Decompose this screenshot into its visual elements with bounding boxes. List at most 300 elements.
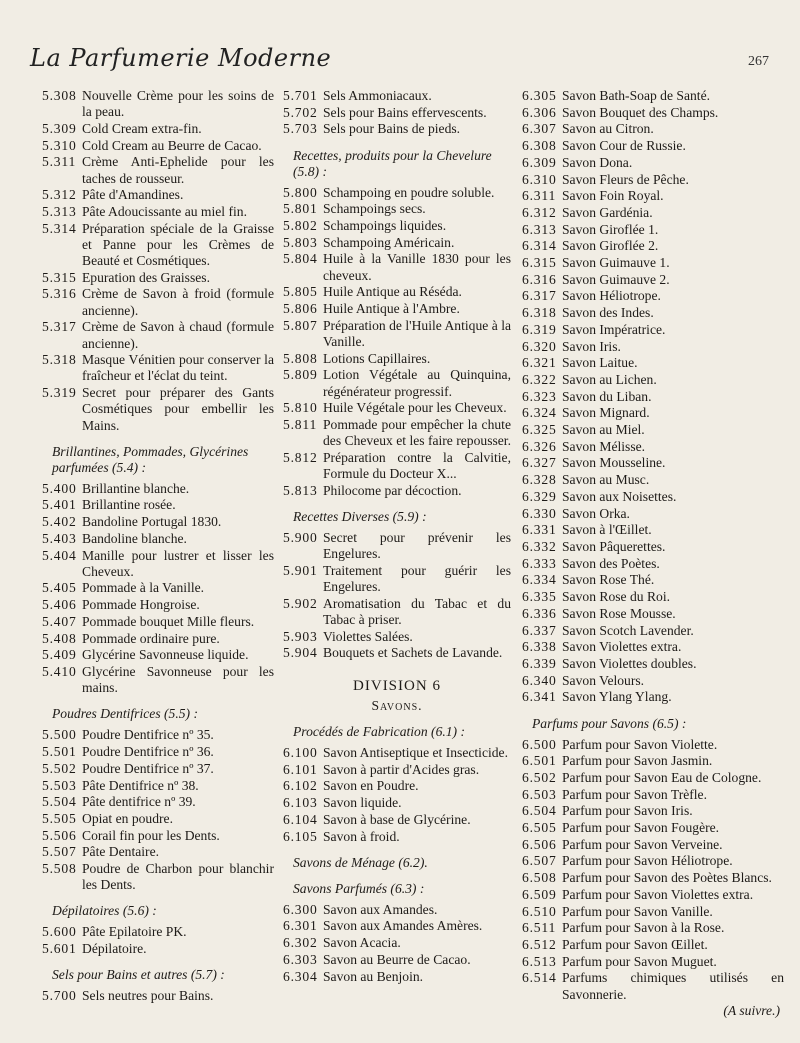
entry-number: 6.503 xyxy=(522,786,557,802)
entry-number: 5.505 xyxy=(42,810,77,826)
entry-text: Savon Dona. xyxy=(562,154,633,170)
entry-text: Schampoing Américain. xyxy=(323,234,455,250)
catalog-entry xyxy=(522,188,784,204)
entry-text: Pommade ordinaire pure. xyxy=(82,630,220,646)
entry-number: 5.406 xyxy=(42,597,77,613)
section-heading: Brillantines, Pommades, Glycérines parfumées (5.4) : xyxy=(52,443,249,475)
entry-number: 5.900 xyxy=(283,529,318,545)
catalog-entry xyxy=(283,745,511,761)
entry-number: 6.331 xyxy=(522,522,557,538)
entry-number: 6.103 xyxy=(283,795,318,811)
entry-text: Parfum pour Savon Œillet. xyxy=(562,936,708,952)
catalog-entry xyxy=(42,548,274,580)
catalog-entry xyxy=(42,744,274,760)
catalog-entry xyxy=(522,305,784,321)
entry-number: 6.326 xyxy=(522,438,557,454)
catalog-entry xyxy=(283,318,511,350)
entry-number: 6.317 xyxy=(522,288,557,304)
entry-text: Lotions Capillaires. xyxy=(323,350,431,366)
catalog-entry xyxy=(42,154,274,186)
entry-text: Brillantine rosée. xyxy=(82,497,176,513)
catalog-entry xyxy=(283,483,511,499)
catalog-entry xyxy=(283,629,511,645)
entry-number: 6.341 xyxy=(522,689,557,705)
entry-list xyxy=(42,988,274,1004)
entry-text: Parfum pour Savon Héliotrope. xyxy=(562,853,733,869)
entry-number: 6.337 xyxy=(522,622,557,638)
entry-text: Savon Rose Mousse. xyxy=(562,605,676,621)
entry-number: 6.511 xyxy=(522,920,557,936)
entry-number: 6.319 xyxy=(522,321,557,337)
entry-number: 5.403 xyxy=(42,530,77,546)
entry-text: Savon Bouquet des Champs. xyxy=(562,104,719,120)
entry-number: 6.510 xyxy=(522,903,557,919)
section-heading: Savons de Ménage (6.2). xyxy=(293,854,428,870)
entry-number: 6.104 xyxy=(283,811,318,827)
entry-text: Savon Foin Royal. xyxy=(562,188,664,204)
entry-text: Parfum pour Savon Eau de Cologne. xyxy=(562,769,762,785)
entry-text: Glycérine Savonneuse pour les mains. xyxy=(82,664,274,696)
entry-number: 5.402 xyxy=(42,514,77,530)
catalog-entry xyxy=(522,489,784,505)
to-be-continued: (A suivre.) xyxy=(723,1003,780,1019)
catalog-entry xyxy=(522,556,784,572)
entry-text: Huile Antique à l'Ambre. xyxy=(323,301,460,317)
catalog-entry xyxy=(283,812,511,828)
entry-number: 5.506 xyxy=(42,827,77,843)
entry-text: Poudre Dentifrice nº 35. xyxy=(82,727,214,743)
catalog-entry xyxy=(522,787,784,803)
entry-number: 6.330 xyxy=(522,505,557,521)
division-heading: DIVISION 6 xyxy=(353,677,441,694)
entry-number: 5.311 xyxy=(42,154,77,170)
entry-number: 5.404 xyxy=(42,547,77,563)
catalog-entry xyxy=(522,205,784,221)
entry-number: 6.332 xyxy=(522,538,557,554)
entry-number: 5.410 xyxy=(42,664,77,679)
section-heading: Dépilatoires (5.6) : xyxy=(52,903,157,919)
catalog-entry xyxy=(522,970,784,1002)
catalog-entry xyxy=(522,639,784,655)
entry-text: Huile à la Vanille 1830 pour les cheveux. xyxy=(323,251,511,283)
entry-text: Préparation de l'Huile Antique à la Vanille. xyxy=(323,317,511,349)
entry-text: Violettes Salées. xyxy=(323,628,413,644)
entry-text: Sels pour Bains effervescents. xyxy=(323,104,487,120)
catalog-entry xyxy=(42,187,274,203)
catalog-entry xyxy=(522,238,784,254)
entry-text: Dépilatoire. xyxy=(82,941,147,957)
entry-text: Crème de Savon à froid (formule ancienne). xyxy=(82,286,274,318)
entry-text: Savon aux Amandes Amères. xyxy=(323,918,483,934)
catalog-entry xyxy=(522,920,784,936)
entry-text: Pâte Dentaire. xyxy=(82,844,159,860)
entry-number: 6.327 xyxy=(522,455,557,471)
entry-number: 5.313 xyxy=(42,203,77,219)
catalog-entry xyxy=(42,828,274,844)
catalog-entry xyxy=(522,121,784,137)
entry-text: Parfums chimiques utilisés en Savonnerie. xyxy=(562,970,784,1002)
catalog-entry xyxy=(42,844,274,860)
entry-number: 6.324 xyxy=(522,405,557,421)
column-1 xyxy=(42,88,274,1005)
entry-number: 6.321 xyxy=(522,355,557,371)
entry-text: Pâte Adoucissante au miel fin. xyxy=(82,203,247,219)
entry-text: Parfum pour Savon Violettes extra. xyxy=(562,886,754,902)
catalog-entry xyxy=(42,270,274,286)
catalog-entry xyxy=(522,439,784,455)
catalog-entry xyxy=(283,121,511,137)
entry-list xyxy=(283,902,511,985)
catalog-entry xyxy=(283,829,511,845)
entry-number: 6.338 xyxy=(522,639,557,655)
entry-text: Savon Velours. xyxy=(562,672,645,688)
entry-number: 5.504 xyxy=(42,794,77,810)
entry-number: 6.339 xyxy=(522,655,557,671)
entry-number: 5.901 xyxy=(283,562,318,578)
entry-text: Parfum pour Savon Muguet. xyxy=(562,953,717,969)
entry-number: 6.323 xyxy=(522,388,557,404)
section-heading: Savons Parfumés (6.3) : xyxy=(293,880,425,896)
entry-number: 5.811 xyxy=(283,416,318,432)
entry-text: Schampoings liquides. xyxy=(323,218,447,234)
entry-number: 5.805 xyxy=(283,284,318,300)
entry-text: Savon Cour de Russie. xyxy=(562,138,686,154)
entry-number: 5.508 xyxy=(42,861,77,877)
entry-text: Pommade pour empêcher la chute des Cheveux et les faire repousser. xyxy=(323,416,511,449)
entry-list xyxy=(42,727,274,893)
entry-number: 6.500 xyxy=(522,736,557,752)
entry-number: 6.336 xyxy=(522,605,557,621)
entry-number: 5.407 xyxy=(42,613,77,629)
entry-number: 5.408 xyxy=(42,630,77,646)
entry-number: 5.702 xyxy=(283,104,318,120)
entry-text: Savon Pâquerettes. xyxy=(562,538,666,554)
entry-number: 6.328 xyxy=(522,472,557,488)
entry-text: Savon à froid. xyxy=(323,828,400,844)
entry-number: 5.700 xyxy=(42,988,77,1004)
entry-text: Schampoings secs. xyxy=(323,201,426,217)
entry-number: 5.315 xyxy=(42,269,77,285)
catalog-entry xyxy=(42,861,274,893)
section-heading: Sels pour Bains et autres (5.7) : xyxy=(52,967,225,983)
section-heading: Recettes Diverses (5.9) : xyxy=(293,508,427,524)
catalog-entry xyxy=(522,606,784,622)
entry-text: Cold Cream extra-fin. xyxy=(82,120,202,136)
catalog-entry xyxy=(42,204,274,220)
entry-number: 5.807 xyxy=(283,317,318,333)
entry-text: Savon Fleurs de Pêche. xyxy=(562,171,689,187)
entry-number: 5.314 xyxy=(42,220,77,236)
entry-number: 6.312 xyxy=(522,204,557,220)
catalog-entry xyxy=(522,405,784,421)
catalog-entry xyxy=(283,969,511,985)
entry-number: 6.508 xyxy=(522,870,557,886)
entry-text: Savon Antiseptique et Insecticide. xyxy=(323,745,508,760)
entry-text: Pâte Epilatoire PK. xyxy=(82,924,187,940)
entry-number: 5.503 xyxy=(42,777,77,793)
entry-number: 5.802 xyxy=(283,218,318,234)
entry-number: 5.319 xyxy=(42,385,77,401)
catalog-entry xyxy=(522,105,784,121)
entry-text: Savon Bath-Soap de Santé. xyxy=(562,88,710,103)
entry-text: Masque Vénitien pour conserver la fraîcheur et l'éclat du teint. xyxy=(82,352,274,384)
entry-number: 6.311 xyxy=(522,188,557,204)
entry-list xyxy=(283,530,511,662)
entry-number: 5.601 xyxy=(42,941,77,957)
entry-text: Parfum pour Savon Verveine. xyxy=(562,836,723,852)
entry-text: Savon en Poudre. xyxy=(323,778,419,794)
entry-text: Lotion Végétale au Quinquina, régénérateur progressif. xyxy=(323,367,511,399)
catalog-entry xyxy=(42,941,274,957)
entry-text: Opiat en poudre. xyxy=(82,810,173,826)
entry-number: 5.316 xyxy=(42,286,77,302)
entry-number: 6.310 xyxy=(522,171,557,187)
entry-text: Savon Violettes doubles. xyxy=(562,655,697,671)
catalog-entry xyxy=(42,531,274,547)
page-header-title: La Parfumerie Moderne xyxy=(30,44,332,72)
entry-text: Traitement pour guérir les Engelures. xyxy=(323,562,511,595)
entry-text: Poudre Dentifrice nº 37. xyxy=(82,760,214,776)
entry-text: Bandoline Portugal 1830. xyxy=(82,514,222,530)
catalog-entry xyxy=(283,201,511,217)
entry-text: Secret pour prévenir les Engelures. xyxy=(323,529,511,562)
entry-number: 5.310 xyxy=(42,137,77,153)
entry-number: 6.507 xyxy=(522,853,557,869)
catalog-entry xyxy=(283,563,511,595)
catalog-entry xyxy=(42,138,274,154)
entry-number: 6.102 xyxy=(283,778,318,794)
catalog-entry xyxy=(42,761,274,777)
entry-text: Huile Végétale pour les Cheveux. xyxy=(323,400,507,416)
division-subheading: Savons. xyxy=(371,697,423,713)
catalog-entry xyxy=(42,385,274,434)
entry-number: 6.335 xyxy=(522,589,557,605)
entry-number: 5.800 xyxy=(283,184,318,200)
entry-text: Savon Violettes extra. xyxy=(562,639,682,655)
entry-number: 6.325 xyxy=(522,422,557,438)
entry-number: 5.401 xyxy=(42,497,77,513)
entry-number: 6.100 xyxy=(283,745,318,760)
entry-text: Parfum pour Savon Jasmin. xyxy=(562,753,713,769)
catalog-entry xyxy=(522,539,784,555)
entry-text: Savon Ylang Ylang. xyxy=(562,689,672,705)
entry-number: 6.320 xyxy=(522,338,557,354)
entry-text: Savon Scotch Lavender. xyxy=(562,622,694,638)
entry-number: 5.701 xyxy=(283,88,318,103)
catalog-entry xyxy=(283,902,511,918)
catalog-entry xyxy=(42,286,274,318)
catalog-entry xyxy=(42,88,274,120)
entry-number: 6.513 xyxy=(522,953,557,969)
entry-number: 6.304 xyxy=(283,968,318,984)
entry-number: 6.512 xyxy=(522,936,557,952)
entry-text: Savon des Poètes. xyxy=(562,555,660,571)
catalog-entry xyxy=(522,472,784,488)
catalog-entry xyxy=(522,904,784,920)
entry-text: Manille pour lustrer et lisser les Cheveux. xyxy=(82,547,274,579)
catalog-entry xyxy=(42,497,274,513)
entry-text: Savon Laitue. xyxy=(562,355,638,371)
catalog-entry xyxy=(283,645,511,661)
catalog-entry xyxy=(522,737,784,753)
entry-number: 6.502 xyxy=(522,769,557,785)
entry-text: Sels neutres pour Bains. xyxy=(82,988,214,1004)
entry-number: 5.812 xyxy=(283,449,318,465)
entry-text: Savon au Miel. xyxy=(562,422,645,438)
catalog-entry xyxy=(283,935,511,951)
entry-number: 6.334 xyxy=(522,572,557,588)
entry-text: Savon Acacia. xyxy=(323,935,401,951)
entry-number: 5.809 xyxy=(283,367,318,383)
entry-text: Parfum pour Savon Trèfle. xyxy=(562,786,707,802)
entry-list xyxy=(522,737,784,1003)
catalog-entry xyxy=(283,88,511,104)
entry-text: Savon au Citron. xyxy=(562,121,654,137)
entry-text: Savon au Musc. xyxy=(562,472,650,488)
entry-text: Savon Héliotrope. xyxy=(562,288,661,304)
entry-number: 6.501 xyxy=(522,753,557,769)
catalog-entry xyxy=(522,589,784,605)
catalog-entry xyxy=(522,753,784,769)
catalog-entry xyxy=(42,988,274,1004)
entry-text: Parfum pour Savon Violette. xyxy=(562,736,718,752)
entry-number: 6.308 xyxy=(522,138,557,154)
column-2 xyxy=(283,88,511,985)
entry-number: 5.312 xyxy=(42,187,77,203)
catalog-entry xyxy=(522,455,784,471)
entry-text: Savon Mélisse. xyxy=(562,438,646,454)
entry-number: 5.806 xyxy=(283,301,318,317)
catalog-entry xyxy=(522,389,784,405)
catalog-entry xyxy=(42,664,274,696)
entry-text: Secret pour préparer des Gants Cosmétiques pour embellir les Mains. xyxy=(82,385,274,433)
entry-number: 6.300 xyxy=(283,901,318,917)
catalog-entry xyxy=(522,255,784,271)
entry-number: 6.303 xyxy=(283,951,318,967)
entry-number: 6.318 xyxy=(522,305,557,321)
catalog-entry xyxy=(522,172,784,188)
entry-number: 5.803 xyxy=(283,234,318,250)
entry-number: 5.405 xyxy=(42,580,77,596)
entry-text: Savon Giroflée 1. xyxy=(562,221,659,237)
entry-number: 5.317 xyxy=(42,319,77,335)
catalog-entry xyxy=(522,138,784,154)
entry-text: Préparation spéciale de la Graisse et Panne pour les Crèmes de Beauté et Cosmétiques. xyxy=(82,220,274,269)
catalog-entry xyxy=(42,778,274,794)
entry-list xyxy=(42,88,274,434)
catalog-entry xyxy=(283,952,511,968)
catalog-entry xyxy=(522,506,784,522)
entry-number: 6.505 xyxy=(522,820,557,836)
entry-number: 5.903 xyxy=(283,628,318,644)
catalog-entry xyxy=(522,954,784,970)
entry-number: 6.305 xyxy=(522,88,557,103)
catalog-entry xyxy=(42,580,274,596)
entry-list xyxy=(283,185,511,499)
entry-text: Savon à base de Glycérine. xyxy=(323,811,471,827)
entry-text: Savon à l'Œillet. xyxy=(562,522,652,538)
entry-number: 6.101 xyxy=(283,761,318,777)
entry-text: Cold Cream au Beurre de Cacao. xyxy=(82,137,262,153)
entry-number: 5.309 xyxy=(42,120,77,136)
section-heading: Recettes, produits pour la Chevelure (5.8) : xyxy=(293,147,492,179)
entry-text: Sels Ammoniacaux. xyxy=(323,88,432,103)
entry-text: Parfum pour Savon des Poètes Blancs. xyxy=(562,870,772,886)
entry-text: Parfum pour Savon Iris. xyxy=(562,803,693,819)
entry-text: Pâte d'Amandines. xyxy=(82,187,184,203)
entry-list xyxy=(522,88,784,706)
entry-number: 6.509 xyxy=(522,886,557,902)
entry-text: Poudre Dentifrice nº 36. xyxy=(82,744,214,760)
entry-text: Sels pour Bains de pieds. xyxy=(323,121,461,137)
entry-text: Pâte Dentifrice nº 38. xyxy=(82,777,199,793)
section-heading: Procédés de Fabrication (6.1) : xyxy=(293,724,466,739)
catalog-entry xyxy=(42,811,274,827)
entry-text: Savon liquide. xyxy=(323,795,402,811)
catalog-entry xyxy=(42,514,274,530)
entry-text: Crème Anti-Ephelide pour les taches de rousseur. xyxy=(82,154,274,186)
entry-text: Parfum pour Savon Fougère. xyxy=(562,820,720,836)
entry-text: Savon à partir d'Acides gras. xyxy=(323,761,480,777)
entry-number: 6.313 xyxy=(522,221,557,237)
entry-text: Savon Iris. xyxy=(562,338,621,354)
catalog-entry xyxy=(522,837,784,853)
entry-number: 6.316 xyxy=(522,271,557,287)
section-heading: Poudres Dentifrices (5.5) : xyxy=(52,706,198,722)
entry-number: 6.307 xyxy=(522,121,557,137)
entry-text: Savon Mignard. xyxy=(562,405,650,421)
entry-number: 5.801 xyxy=(283,201,318,217)
entry-text: Corail fin pour les Dents. xyxy=(82,827,220,843)
catalog-entry xyxy=(522,887,784,903)
entry-text: Bandoline blanche. xyxy=(82,530,187,546)
entry-text: Savon au Lichen. xyxy=(562,371,657,387)
entry-number: 6.504 xyxy=(522,803,557,819)
catalog-entry xyxy=(42,319,274,351)
catalog-entry xyxy=(522,272,784,288)
catalog-entry xyxy=(522,656,784,672)
entry-number: 5.703 xyxy=(283,121,318,137)
catalog-entry xyxy=(522,155,784,171)
entry-text: Savon Guimauve 2. xyxy=(562,271,670,287)
entry-text: Savon des Indes. xyxy=(562,305,654,321)
catalog-entry xyxy=(283,301,511,317)
catalog-entry xyxy=(42,597,274,613)
entry-text: Brillantine blanche. xyxy=(82,480,190,496)
entry-number: 6.309 xyxy=(522,154,557,170)
entry-number: 6.514 xyxy=(522,970,557,986)
entry-text: Bouquets et Sachets de Lavande. xyxy=(323,645,503,661)
page-number: 267 xyxy=(748,54,769,69)
entry-number: 5.813 xyxy=(283,482,318,498)
entry-number: 5.400 xyxy=(42,480,77,496)
entry-text: Pommade bouquet Mille fleurs. xyxy=(82,613,255,629)
catalog-entry xyxy=(283,235,511,251)
catalog-entry xyxy=(522,689,784,705)
entry-text: Parfum pour Savon Vanille. xyxy=(562,903,713,919)
catalog-entry xyxy=(283,367,511,399)
entry-text: Savon Giroflée 2. xyxy=(562,238,659,254)
entry-text: Schampoing en poudre soluble. xyxy=(323,184,495,200)
entry-text: Parfum pour Savon à la Rose. xyxy=(562,920,725,936)
catalog-entry xyxy=(283,918,511,934)
catalog-entry xyxy=(283,400,511,416)
catalog-entry xyxy=(283,795,511,811)
entry-text: Savon aux Noisettes. xyxy=(562,488,677,504)
entry-list xyxy=(42,481,274,697)
entry-number: 5.318 xyxy=(42,352,77,368)
entry-text: Savon Rose Thé. xyxy=(562,572,655,588)
